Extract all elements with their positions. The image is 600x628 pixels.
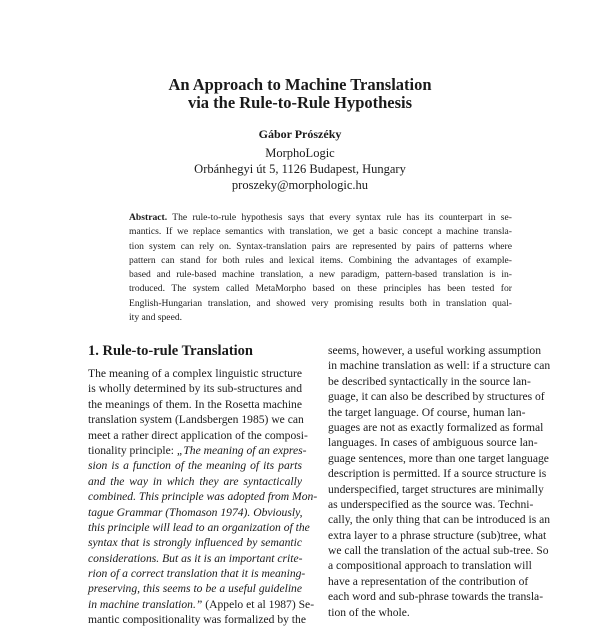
body-line: tion of the whole. bbox=[328, 605, 410, 619]
abstract-text: ity and speed. bbox=[129, 312, 183, 324]
body-text: tionality principle: bbox=[88, 443, 177, 457]
body-line: in machine translation as well: if a structure can bbox=[328, 359, 551, 373]
body-line bbox=[88, 489, 318, 504]
body-line: as underspecified as the source was. Techni- bbox=[328, 497, 534, 511]
abstract-line bbox=[129, 282, 512, 296]
body-text: preserving, this seems to be a useful guideline bbox=[88, 582, 302, 596]
body-text: (Appelo et al 1987) Se- bbox=[202, 597, 315, 611]
body-text: in machine translation.” bbox=[88, 597, 203, 611]
abstract-line bbox=[129, 240, 512, 254]
body-line bbox=[88, 535, 302, 550]
body-line: languages. In cases of ambiguous source lan- bbox=[328, 436, 538, 450]
body-text: „The meaning of an expres- bbox=[176, 443, 307, 457]
section-heading: 1. Rule-to-rule Translation bbox=[88, 343, 254, 359]
body-text: The meaning of a complex linguistic structure bbox=[88, 367, 302, 380]
abstract-line bbox=[129, 268, 512, 282]
author-name: Gábor Prószéky bbox=[258, 127, 342, 141]
body-text: is wholly determined by its sub-structures and bbox=[88, 382, 302, 396]
body-line: guages are not as exactly formalized as formal bbox=[328, 420, 544, 434]
body-line bbox=[88, 612, 306, 627]
affiliation-address: Orbánhegyi út 5, 1126 Budapest, Hungary bbox=[194, 162, 406, 176]
right-column bbox=[328, 343, 551, 620]
body-line: extra layer to a phrase structure (sub)tree, what bbox=[328, 528, 547, 542]
body-text: rion of a correct translation that it is meaning- bbox=[88, 567, 306, 581]
abstract bbox=[129, 211, 512, 325]
abstract-line bbox=[129, 311, 512, 325]
abstract-text: based and rule-based machine translation, a new paradigm, pattern-based translation is in- bbox=[129, 269, 512, 281]
abstract-line bbox=[129, 211, 512, 225]
body-line: cally, the only thing that can be introduced is an bbox=[328, 513, 551, 527]
body-text: tague Grammar (Thomason 1974). Obviously, bbox=[88, 505, 303, 519]
paper-title-line-2: via the Rule-to-Rule Hypothesis bbox=[187, 93, 413, 112]
abstract-text: pattern can stand for both rules and lexical items. Combining the advantages of example- bbox=[129, 254, 512, 266]
body-text: considerations. But as it is an important crite- bbox=[88, 551, 303, 565]
abstract-label: Abstract. bbox=[129, 212, 168, 223]
body-text: this principle will lead to an organization of the bbox=[88, 520, 310, 534]
body-line bbox=[88, 458, 302, 473]
body-line: be described syntactically in the source lan- bbox=[328, 374, 531, 388]
body-line bbox=[88, 412, 302, 427]
body-text: the meanings of them. In the Rosetta machine bbox=[88, 397, 302, 411]
body-line: seems, however, a useful working assumption bbox=[328, 344, 542, 357]
body-line: we call the translation of the actual sub-tree. So bbox=[328, 544, 549, 558]
abstract-text: The rule-to-rule hypothesis says that every syntax rule has its counterpart in se- bbox=[167, 212, 512, 223]
body-line: the target language. Of course, human lan- bbox=[328, 405, 526, 419]
body-text: combined. This principle was adopted from Mon- bbox=[88, 490, 318, 504]
abstract-text: English-Hungarian translation, and showed very promising results both in translation qual- bbox=[129, 297, 512, 309]
body-line bbox=[88, 597, 315, 612]
abstract-line bbox=[129, 254, 512, 268]
abstract-text: mantics. If we replace semantics with translation, we get a basic concept a machine transla- bbox=[129, 226, 512, 238]
abstract-line bbox=[129, 297, 512, 311]
body-line: underspecified, target structures are minimally bbox=[328, 482, 544, 496]
body-line: each word and sub-phrase towards the transla- bbox=[328, 590, 544, 604]
body-line: guage, it can also be described by structures of bbox=[328, 390, 545, 404]
body-line bbox=[88, 520, 310, 535]
body-line: description is permitted. If a source structure is bbox=[328, 467, 547, 481]
abstract-text: tion system can rely on. Syntax-translation pairs are represented by pairs of patterns where bbox=[129, 240, 512, 252]
body-text: and the way in which they are syntactically bbox=[88, 474, 302, 488]
body-text: syntax that is strongly influenced by semantic bbox=[88, 536, 302, 550]
body-line: have a representation of the contribution of bbox=[328, 574, 529, 588]
body-line bbox=[88, 551, 302, 566]
body-text: meet a rather direct application of the composi- bbox=[88, 428, 308, 442]
body-line bbox=[88, 581, 302, 596]
paper-title-line-1: An Approach to Machine Translation bbox=[168, 75, 432, 94]
body-line bbox=[88, 443, 307, 458]
left-column bbox=[88, 366, 318, 628]
body-text: translation system (Landsbergen 1985) we can bbox=[88, 413, 304, 427]
affiliation-org: MorphoLogic bbox=[265, 146, 335, 160]
body-line bbox=[88, 366, 302, 381]
body-line bbox=[88, 474, 302, 489]
body-text: sion is a function of the meaning of its parts bbox=[88, 459, 302, 473]
body-text: mantic compositionality was formalized by the bbox=[88, 613, 306, 627]
body-line bbox=[88, 381, 302, 396]
abstract-text: troduced. The system called MetaMorpho based on these principles has been tested for bbox=[129, 283, 512, 295]
body-line: guage sentences, more than one target language bbox=[328, 451, 549, 465]
body-line bbox=[88, 397, 302, 412]
body-line bbox=[88, 566, 306, 581]
body-line bbox=[88, 505, 302, 520]
abstract-line bbox=[129, 225, 512, 239]
body-line bbox=[88, 428, 308, 443]
body-line: a compositional approach to translation will bbox=[328, 559, 532, 573]
author-email: proszeky@morphologic.hu bbox=[231, 178, 369, 192]
